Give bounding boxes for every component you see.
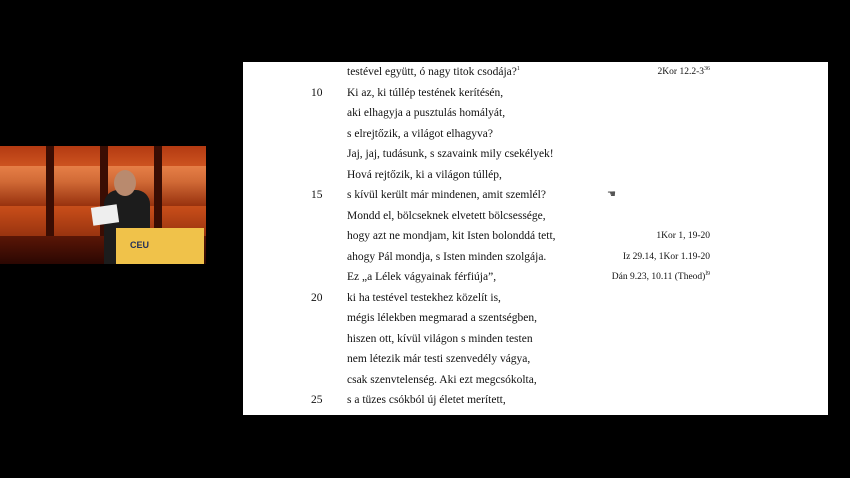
line-text: hiszen ott, kívül világon s minden testen [347, 332, 533, 345]
line-text: aki elhagyja a pusztulás homályát, [347, 107, 506, 119]
line-text: Hová rejtőzik, ki a világon túllép, [347, 168, 502, 181]
scripture-reference: Iz 29.14, 1Kor 1.19-20 [622, 251, 710, 262]
presentation-slide [243, 62, 828, 415]
poem-line [243, 206, 828, 226]
poem-line [243, 185, 828, 205]
line-text: mégis lélekben megmarad a szentségben, [347, 312, 537, 324]
scripture-reference: 2Kor $12.2-3^{36}$ [657, 65, 710, 77]
poem-line [243, 329, 828, 349]
poem-line [243, 62, 828, 82]
line-text: s kívül került már mindenen, amit szemlél? [347, 189, 546, 201]
line-text: ki ha testével testekhez közelít is, [347, 291, 501, 304]
speaker-paper [91, 204, 119, 225]
line-text: Jaj, jaj, tudásunk, s szavaink mily csekélyek! [347, 148, 554, 160]
poem-line [243, 349, 828, 369]
line-text: hogy azt ne mondjam, kit Isten bolonddá tett, [347, 230, 556, 242]
poem-line [243, 83, 828, 103]
line-number: 15 [311, 189, 323, 201]
line-text: s a tüzes csókból új életet merített, [347, 394, 506, 406]
line-text: ahogy Pál mondja, s Isten minden szolgája. [347, 250, 547, 263]
poem-line [243, 103, 828, 123]
poem-line [243, 247, 828, 267]
poem-line [243, 370, 828, 390]
line-text: nem létezik már testi szenvedély vágya, [347, 353, 531, 365]
poem-line [243, 288, 828, 308]
pointer-cursor-icon: ☚ [607, 189, 616, 200]
scripture-reference: Dán 9.23, 10.11 (Theod)$^{l9}$ [611, 270, 710, 282]
footnote-mark: 1 [516, 66, 520, 73]
poem-line [243, 144, 828, 164]
line-text: Mondd el, bölcseknek elvetett bölcsessége, [347, 209, 546, 222]
poem-line [243, 226, 828, 246]
poem-line [243, 267, 828, 287]
scripture-reference: 1Kor 1, 19-20 [656, 231, 710, 241]
poem-line [243, 124, 828, 144]
line-text: Ki az, ki túllép testének kerítésén, [347, 86, 504, 99]
poem-line [243, 390, 828, 410]
reference-footnote-mark: l9 [705, 270, 710, 277]
line-number: 25 [311, 394, 323, 406]
podium-logo: CEU [130, 240, 150, 250]
line-text: Ez „a Lélek vágyainak férfiúja”, [347, 271, 497, 283]
poem-line [243, 165, 828, 185]
line-number: 20 [311, 291, 323, 304]
speaker-head [114, 170, 136, 196]
line-text: csak szenvtelenség. Aki ezt megcsókolta, [347, 373, 537, 386]
poem-line [243, 308, 828, 328]
line-text: s elrejtőzik, a világot elhagyva? [347, 127, 493, 140]
reference-footnote-mark: 36 [704, 65, 710, 72]
line-text: testével együtt, ó nagy titok csodája?$^1$ [347, 66, 520, 78]
line-number: 10 [311, 86, 323, 99]
